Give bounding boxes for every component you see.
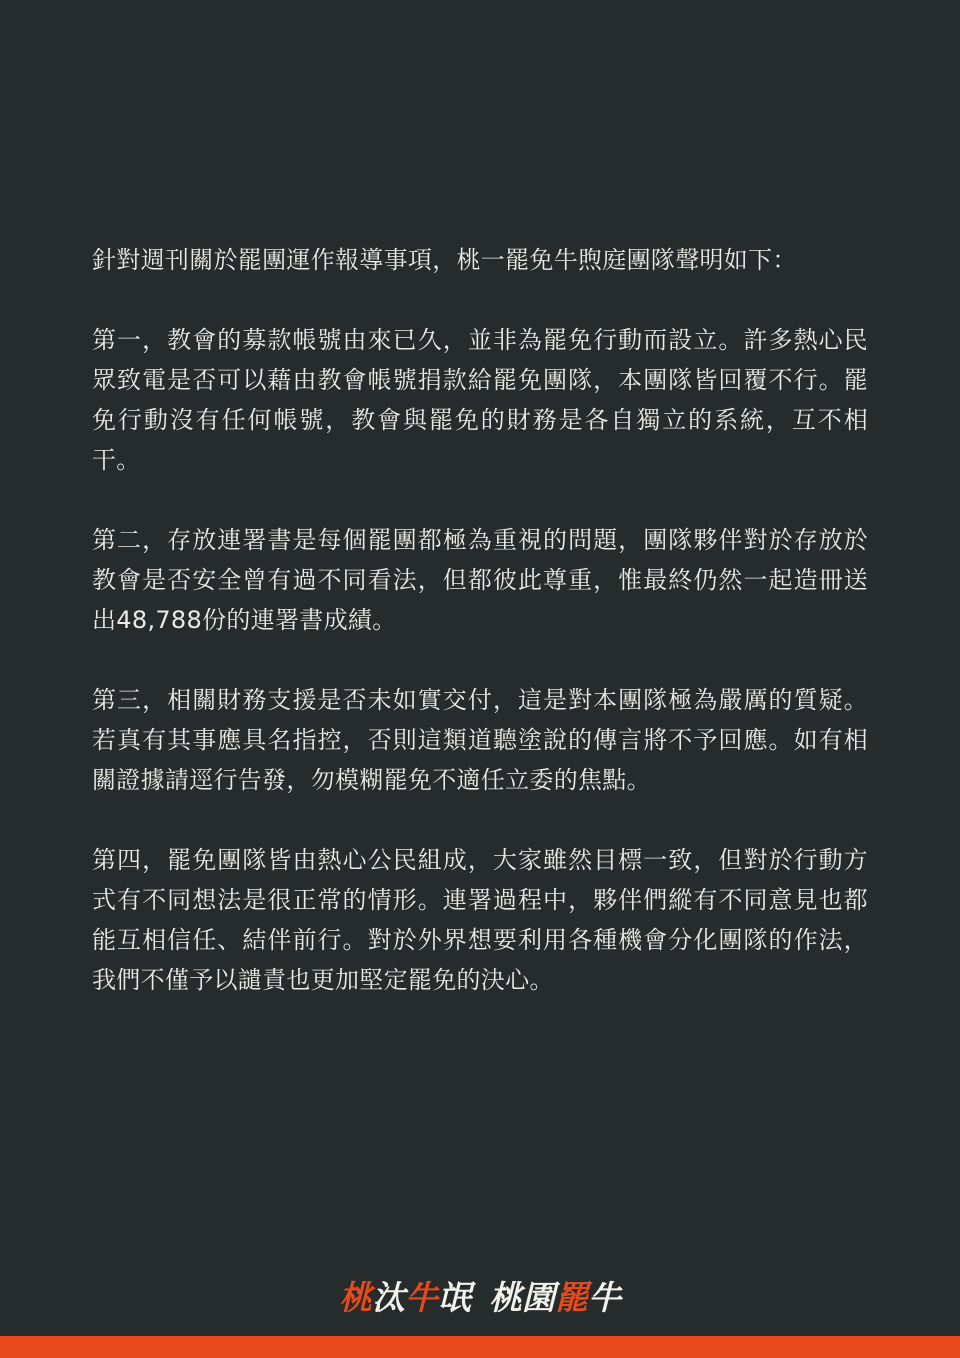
bottom-accent-bar bbox=[0, 1336, 960, 1358]
logo-left-char-3: 牛 bbox=[405, 1278, 438, 1317]
logo-left-char-2: 汰 bbox=[372, 1278, 405, 1317]
statement-intro: 針對週刊關於罷團運作報導事項，桃一罷免牛煦庭團隊聲明如下： bbox=[92, 246, 797, 274]
campaign-logo bbox=[0, 1276, 960, 1320]
logo-right bbox=[489, 1278, 621, 1317]
logo-right-char-3: 罷 bbox=[555, 1278, 588, 1317]
logo-left bbox=[339, 1278, 471, 1317]
logo-right-char-2: 園 bbox=[522, 1278, 555, 1317]
statement-point-3: 第三，相關財務支援是否未如實交付，這是對本團隊極為嚴厲的質疑。若真有其事應具名指控，否則這類道聽塗說的傳言將不予回應。如有相關證據請逕行告發，勿模糊罷免不適任立委的焦點。 bbox=[92, 686, 868, 794]
logo-right-char-4: 牛 bbox=[588, 1278, 621, 1317]
statement-point-2: 第二，存放連署書是每個罷團都極為重視的問題，團隊夥伴對於存放於教會是否安全曾有過不同看法，但都彼此尊重，惟最終仍然一起造冊送出48,788份的連署書成績。 bbox=[92, 526, 868, 634]
statement-body bbox=[92, 240, 868, 1040]
logo-left-char-4: 氓 bbox=[438, 1278, 471, 1317]
logo-right-char-1: 桃 bbox=[489, 1278, 522, 1317]
statement-point-4: 第四，罷免團隊皆由熱心公民組成，大家雖然目標一致，但對於行動方式有不同想法是很正常的情形。連署過程中，夥伴們縱有不同意見也都能互相信任、結伴前行。對於外界想要利用各種機會分化團隊的作法，我們不僅予以譴責也更加堅定罷免的決心。 bbox=[92, 846, 868, 994]
statement-point-1: 第一，教會的募款帳號由來已久，並非為罷免行動而設立。許多熱心民眾致電是否可以藉由教會帳號捐款給罷免團隊，本團隊皆回覆不行。罷免行動沒有任何帳號，教會與罷免的財務是各自獨立的系統，互不相干。 bbox=[92, 326, 868, 474]
logo-left-char-1: 桃 bbox=[339, 1278, 372, 1317]
